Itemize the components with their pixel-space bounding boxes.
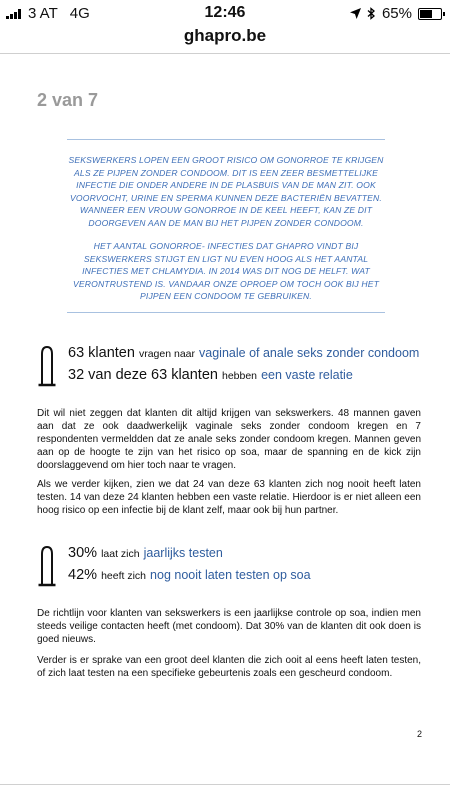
body-paragraph-2: Als we verder kijken, zien we dat 24 van deze 63 klanten zich nog nooit heeft laten testen. 14 van deze 24 klanten hebben een vaste relatie. Hierdoor is er niet alleen een hoog risico op een infectie bij de klant zelf, maar ook bij hun partner. (37, 479, 421, 516)
status-bar (0, 0, 450, 26)
condom-icon (37, 545, 57, 589)
page-number: 2 (417, 729, 423, 739)
stat-highlight: nog nooit laten testen op soa (150, 568, 311, 582)
clock: 12:46 (204, 4, 246, 21)
intro-paragraph-2: HET AANTAL GONORROE- INFECTIES DAT GHAPRO VINDT BIJ SEKSWERKERS STIJGT EN LIGT NU EVEN HOOG ALS HET AANTAL INFECTIES MET CHLAMYDIA. IN 2014 WAS DIT NOG DE HELFT. WAT VERONTRUSTEND IS. VANDAAR ONZE OPROEP OM TOCH OOK BIJ HET PIJPEN EEN CONDOOM TE GEBRUIKEN. (72, 241, 380, 302)
bluetooth-icon (367, 7, 376, 20)
stat-highlight: een vaste relatie (261, 368, 353, 382)
stat-row-42-percent (68, 567, 311, 583)
stat-strong: 30% (68, 545, 98, 561)
url-divider (0, 53, 450, 54)
carrier-label: 3 AT (28, 5, 58, 22)
stat-highlight: jaarlijks testen (143, 546, 223, 560)
battery-icon (418, 8, 442, 20)
location-icon (350, 8, 361, 19)
condom-icon (37, 345, 57, 389)
battery-percent: 65% (381, 5, 412, 22)
stat-highlight: vaginale of anale seks zonder condoom (199, 346, 420, 360)
intro-box (67, 139, 385, 313)
stat-strong: 63 klanten (68, 345, 135, 361)
stat-row-63-klanten (68, 345, 419, 361)
stat-small: hebben (221, 370, 258, 382)
stat-small: heeft zich (101, 570, 147, 582)
page-title: 2 van 7 (37, 90, 99, 110)
url-bar[interactable]: ghapro.be (183, 26, 267, 45)
stat-row-32-klanten (68, 367, 353, 383)
stat-row-30-percent (68, 545, 223, 561)
stat-small: laat zich (101, 548, 140, 560)
intro-paragraph-1: SEKSWERKERS LOPEN EEN GROOT RISICO OM GONORROE TE KRIJGEN ALS ZE PIJPEN ZONDER CONDOOM. DIT IS EEN ZEER BESMETTELIJKE INFECTIE DIE ONDER ANDERE IN DE PLASBUIS VAN DE MAN ZIT. OOK VOORVOCHT, URINE EN SPERMA KUNNEN DEZE BACTERIËN BEVATTEN. WANNEER EEN VROUW GONORROE IN DE KEEL HEEFT, KAN ZE DIT DOORGEVEN AAN DE MAN BIJ HET PIJPEN ZONDER CONDOOM. (68, 155, 384, 228)
body-paragraph-1: Dit wil niet zeggen dat klanten dit altijd krijgen van sekswerkers. 48 mannen gaven aan dat ze ook daadwerkelijk vaginale seks zonder condoom kregen en 7 respondenten vermeldden dat ze anale seks zonder condoom kregen. Mannen geven aan op de hoogte te zijn van het risico op soa, maar de spanning en de kick zijn doorslaggevend om hier toch naar te vragen. (37, 408, 421, 471)
stat-strong: 32 van deze 63 klanten (68, 367, 218, 383)
bottom-divider (0, 784, 450, 785)
body-paragraph-3: De richtlijn voor klanten van sekswerkers is een jaarlijkse controle op soa, indien men steeds veilige contacten heeft (met condoom). Dat 30% van de klanten dit ook doen is goed nieuws. (37, 608, 421, 645)
status-right (350, 5, 442, 22)
stat-small: vragen naar (138, 348, 195, 360)
body-paragraph-4: Verder is er sprake van een groot deel klanten die zich ooit al eens heeft laten testen, of zich laat testen na een specifieke gebeurtenis zoals een gescheurd condoom. (37, 655, 421, 679)
network-label: 4G (69, 5, 90, 22)
stat-strong: 42% (68, 567, 98, 583)
